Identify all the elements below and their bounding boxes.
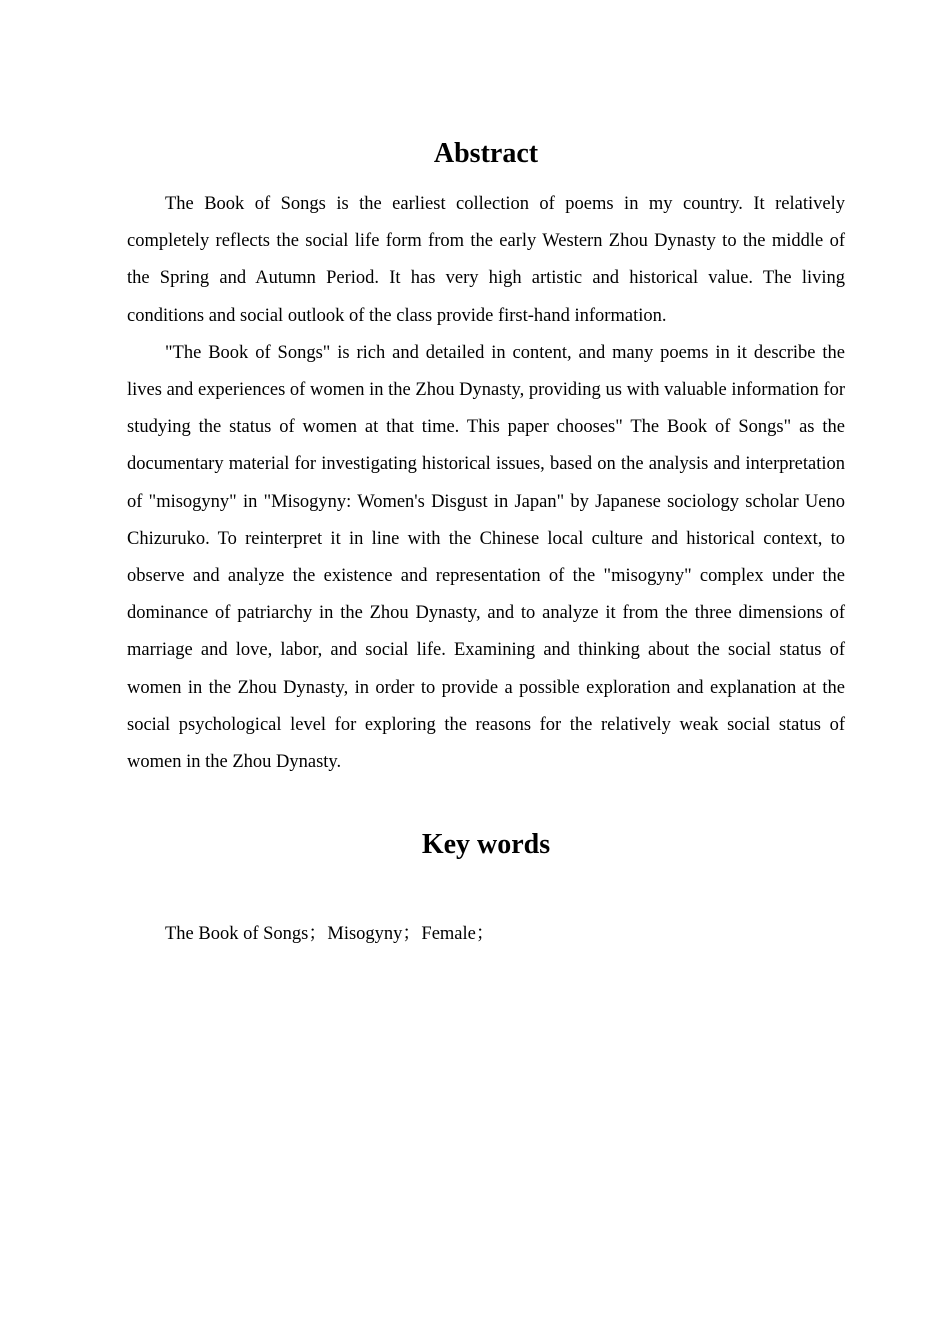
keyword-separator: ； — [402, 924, 421, 944]
keywords-heading: Key words — [421, 829, 551, 860]
abstract-heading: Abstract — [433, 138, 539, 169]
keyword-separator: ； — [308, 924, 327, 944]
keywords-list — [165, 918, 495, 950]
keyword-item: Misogyny — [327, 924, 403, 944]
keyword-item: Female — [421, 924, 476, 944]
abstract-paragraph-1: The Book of Songs is the earliest collection of poems in my country. It relatively completely reflects the social life form from the early Western Zhou Dynasty to the middle of the Spring and Autumn Period. It has very high artistic and historical value. The living conditions and social outlook of the class provide first-hand information. — [127, 194, 845, 326]
abstract-body — [127, 186, 845, 781]
keyword-separator: ； — [475, 924, 495, 944]
keyword-item: The Book of Songs — [165, 924, 309, 944]
abstract-paragraph-2: "The Book of Songs" is rich and detailed in content, and many poems in it describe the lives and experiences of women in the Zhou Dynasty, providing us with valuable information for studying the status of women at that time. This paper chooses" The Book of Songs" as the documentary material for investigating historical issues, based on the analysis and interpretation of "misogyny" in "Misogyny: Women's Disgust in Japan" by Japanese sociology scholar Ueno Chizuruko. To reinterpret it in line with the Chinese local culture and historical context, to observe and analyze the existence and representation of the "misogyny" complex under the dominance of patriarchy in the Zhou Dynasty, and to analyze it from the three dimensions of marriage and love, labor, and social life. Examining and thinking about the social status of women in the Zhou Dynasty, in order to provide a possible exploration and explanation at the social psychological level for exploring the reasons for the relatively weak social status of women in the Zhou Dynasty. — [127, 342, 845, 773]
